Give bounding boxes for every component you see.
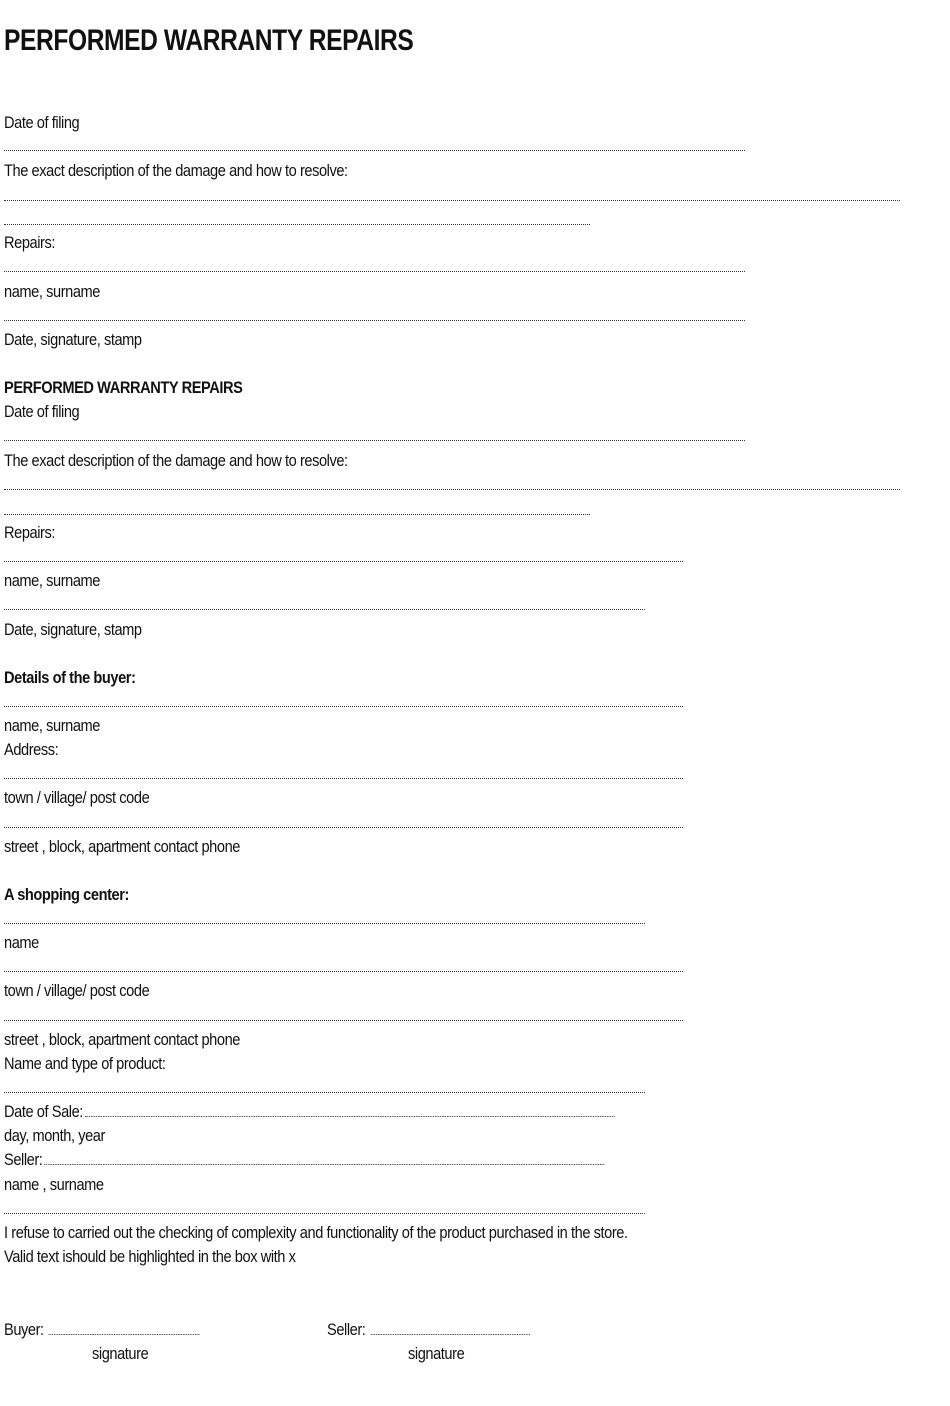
refusal-text: I refuse to carried out the checking of complexity and functionality of the product purchased in the store. [4, 1223, 628, 1242]
shop-street-label: street , block, apartment contact phone [4, 1030, 240, 1049]
buyer-name-label: name, surname [4, 716, 100, 735]
buyer-address-label: Address: [4, 740, 59, 759]
buyer-signature-caption: signature [92, 1344, 149, 1363]
section-heading: PERFORMED WARRANTY REPAIRS [4, 378, 243, 397]
shop-name-label: name [4, 933, 39, 952]
date-of-sale-label: Date of Sale: [4, 1102, 83, 1121]
name-surname-label: name, surname [4, 571, 100, 590]
repairs-field[interactable] [4, 561, 683, 562]
date-signature-stamp-label: Date, signature, stamp [4, 620, 142, 639]
buyer-street-field[interactable] [4, 827, 683, 828]
checkbox-instruction: Valid text ishould be highlighted in the box with x [4, 1247, 296, 1266]
buyer-street-label: street , block, apartment contact phone [4, 837, 240, 856]
shop-town-label: town / village/ post code [4, 981, 150, 1000]
seller-signature-label: Seller: [327, 1320, 366, 1339]
buyer-name-field[interactable] [4, 706, 683, 707]
seller-row [4, 1150, 604, 1170]
damage-description-field[interactable] [4, 489, 900, 490]
seller-name-field[interactable] [4, 1213, 645, 1214]
name-surname-field[interactable] [4, 320, 745, 321]
seller-signature-field[interactable] [371, 1334, 530, 1335]
product-field[interactable] [4, 1092, 645, 1093]
seller-signature-row [327, 1320, 530, 1340]
seller-field[interactable] [44, 1164, 604, 1165]
buyer-signature-row [4, 1320, 199, 1340]
name-surname-label: name, surname [4, 282, 100, 301]
damage-description-field[interactable] [4, 200, 900, 201]
buyer-heading: Details of the buyer: [4, 668, 136, 687]
seller-label: Seller: [4, 1150, 43, 1169]
damage-description-field-2[interactable] [4, 514, 590, 515]
shop-town-field[interactable] [4, 971, 683, 972]
name-surname-field[interactable] [4, 609, 645, 610]
day-month-year-label: day, month, year [4, 1126, 105, 1145]
shop-name-field[interactable] [4, 923, 645, 924]
buyer-town-label: town / village/ post code [4, 788, 150, 807]
date-of-sale-row [4, 1102, 614, 1122]
buyer-town-field[interactable] [4, 778, 683, 779]
date-signature-stamp-label: Date, signature, stamp [4, 330, 142, 349]
date-of-filing-label: Date of filing [4, 113, 80, 132]
date-of-sale-field[interactable] [85, 1116, 615, 1117]
damage-description-field-2[interactable] [4, 224, 590, 225]
shopping-center-heading: A shopping center: [4, 885, 129, 904]
seller-name-label: name , surname [4, 1175, 104, 1194]
date-of-filing-field[interactable] [4, 440, 745, 441]
repairs-field[interactable] [4, 271, 745, 272]
damage-description-label: The exact description of the damage and how to resolve: [4, 451, 348, 470]
damage-description-label: The exact description of the damage and how to resolve: [4, 161, 348, 180]
repairs-label: Repairs: [4, 233, 56, 252]
seller-signature-caption: signature [408, 1344, 465, 1363]
date-of-filing-label: Date of filing [4, 402, 80, 421]
product-label: Name and type of product: [4, 1054, 166, 1073]
repairs-label: Repairs: [4, 523, 56, 542]
date-of-filing-field[interactable] [4, 150, 745, 151]
shop-street-field[interactable] [4, 1020, 683, 1021]
page-title: PERFORMED WARRANTY REPAIRS [4, 24, 414, 57]
buyer-signature-field[interactable] [49, 1334, 200, 1335]
buyer-signature-label: Buyer: [4, 1320, 44, 1339]
